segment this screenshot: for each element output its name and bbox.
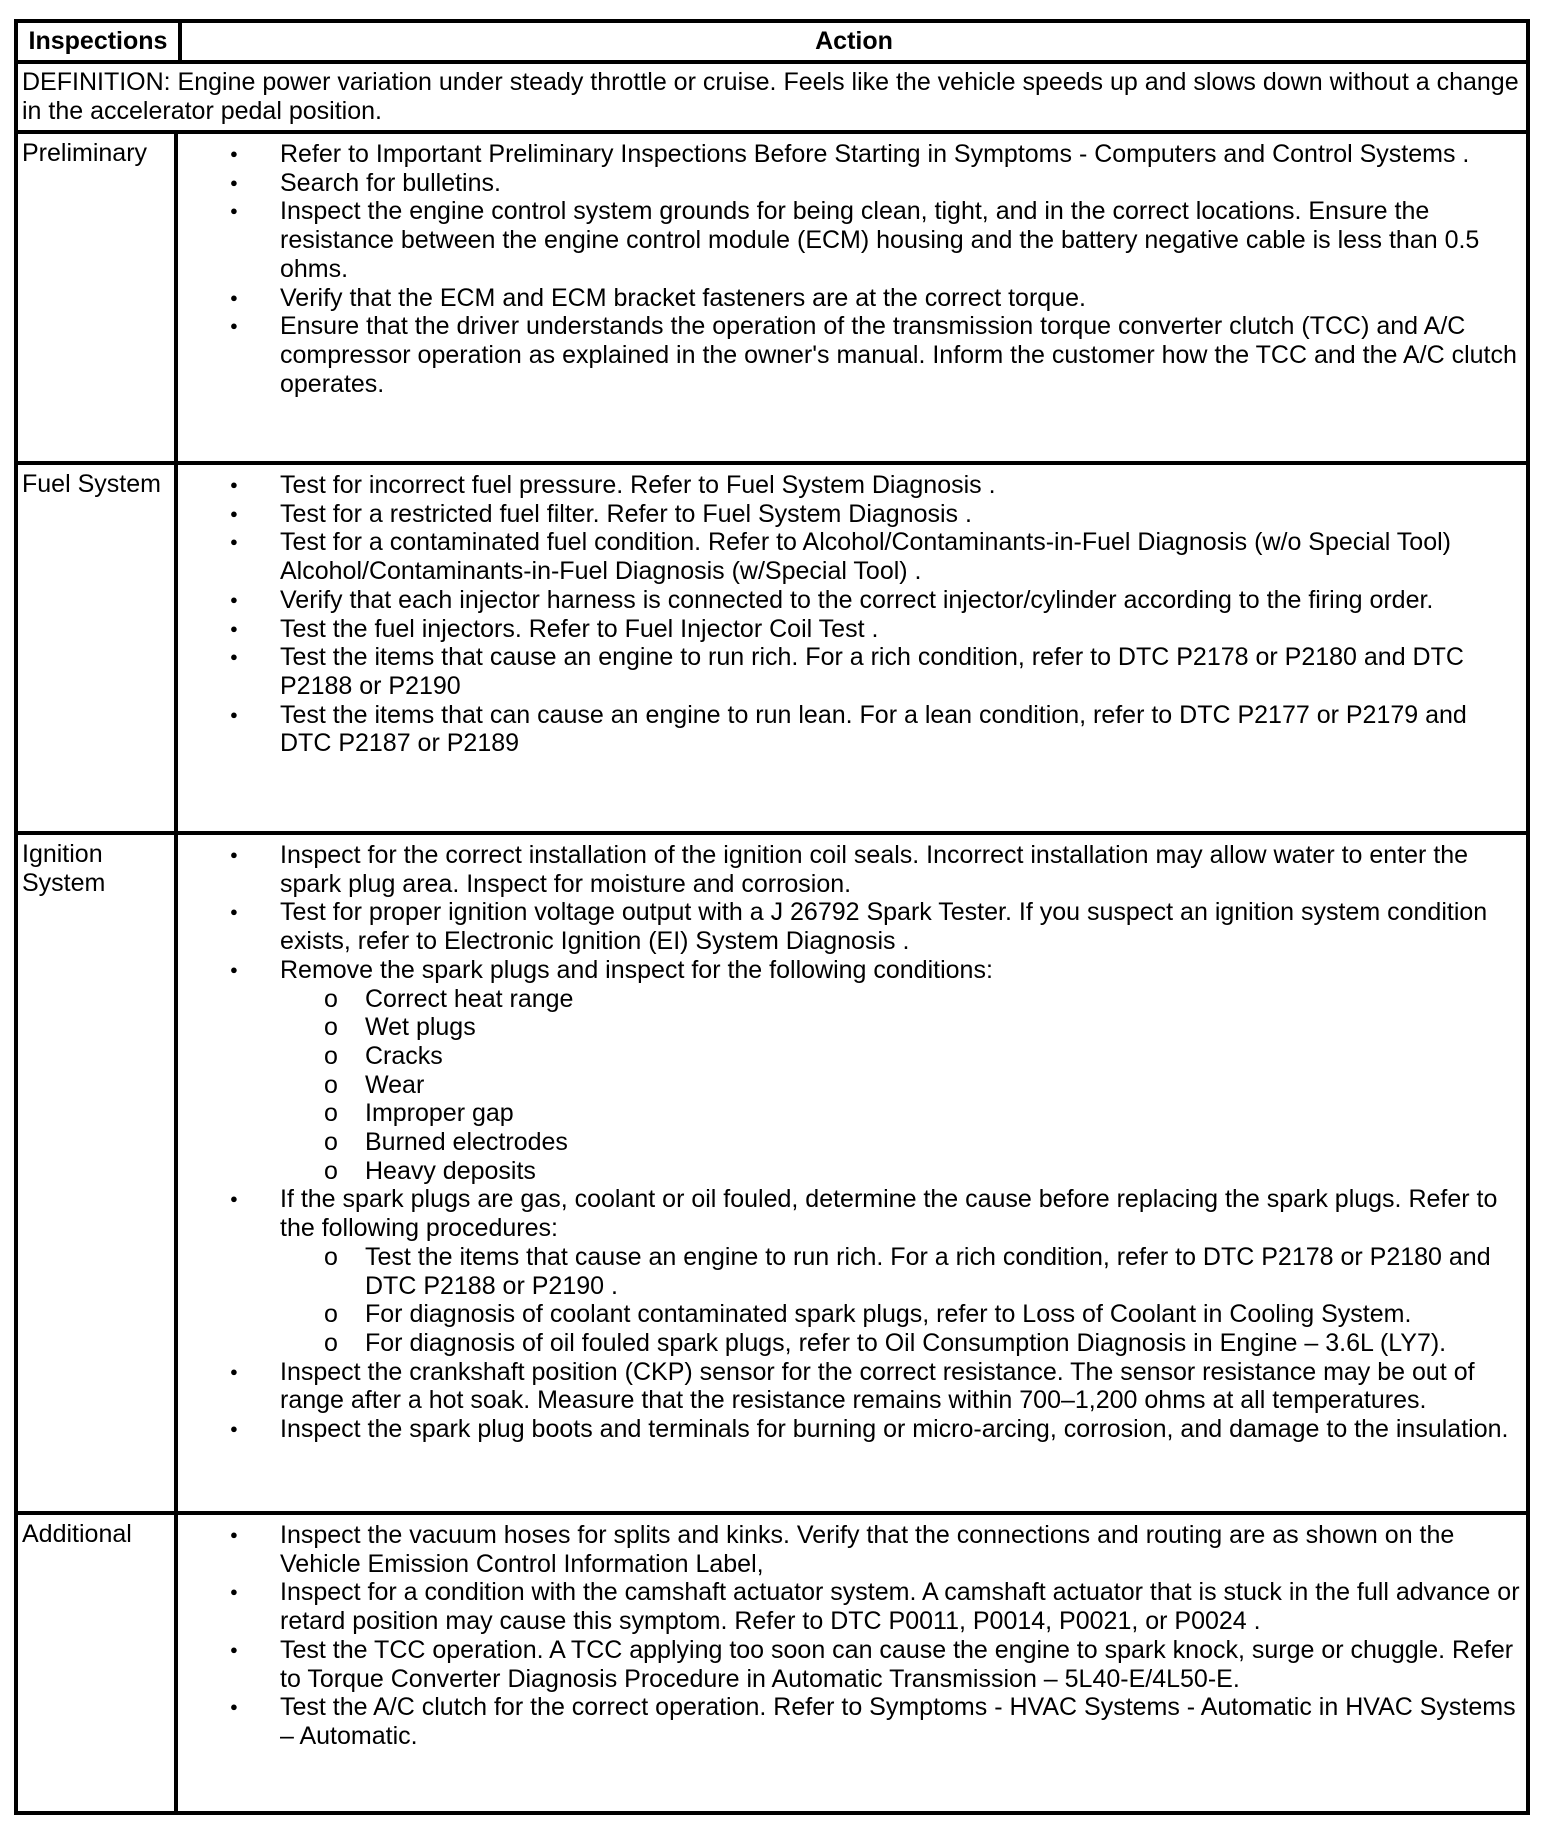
section-actions xyxy=(178,835,1526,1511)
action-text: Test the A/C clutch for the correct operation. Refer to Symptoms - HVAC Systems - Automatic in HVAC Systems – Automatic. xyxy=(280,1693,1516,1750)
sub-item: o Wet plugs xyxy=(280,1013,1520,1042)
action-text: Test the TCC operation. A TCC applying too soon can cause the engine to spark knock, surge or chuggle. Refer to Torque Converter Diagnosis Procedure in Automatic Transmission – 5L40-E/4L50-E. xyxy=(280,1635,1514,1693)
action-item xyxy=(178,500,1520,529)
action-item xyxy=(178,898,1520,955)
action-text: Remove the spark plugs and inspect for the following conditions: xyxy=(280,955,993,984)
section-label: Fuel System xyxy=(18,465,178,831)
action-item xyxy=(178,1578,1520,1635)
action-text: Verify that the ECM and ECM bracket fasteners are at the correct torque. xyxy=(280,283,1086,312)
action-text: Inspect the engine control system grounds for being clean, tight, and in the correct locations. Ensure the resistance between the engine control module (ECM) housing and the battery negative cable is less than 0.5 ohms. xyxy=(280,197,1480,283)
sub-item: o Heavy deposits xyxy=(280,1157,1520,1186)
table-header-row xyxy=(18,23,1526,60)
section-label: Ignition System xyxy=(18,835,178,1511)
action-item xyxy=(178,701,1520,758)
header-inspections: Inspections xyxy=(18,23,182,60)
section-label: Additional xyxy=(18,1515,178,1811)
action-text: Test for a contaminated fuel condition. Refer to Alcohol/Contaminants-in-Fuel Diagnosis (w/o Special Tool) Alcohol/Contaminants-in-Fuel Diagnosis (w/Special Tool) . xyxy=(280,528,1451,586)
action-text: Test the items that can cause an engine to run lean. For a lean condition, refer to DTC P2177 or P2179 and DTC P2187 or P2189 xyxy=(280,700,1467,758)
action-list xyxy=(178,1521,1520,1751)
sub-item: o For diagnosis of coolant contaminated spark plugs, refer to Loss of Coolant in Cooling System. xyxy=(280,1300,1520,1329)
sub-item: o Test the items that cause an engine to run rich. For a rich condition, refer to DTC P2178 or P2180 and DTC P2188 or P2190 . xyxy=(280,1243,1520,1300)
definition-row: DEFINITION: Engine power variation under steady throttle or cruise. Feels like the vehicle speeds up and slows down without a change in the accelerator pedal position. xyxy=(18,60,1526,130)
section-row-fuel-system xyxy=(18,461,1526,831)
action-item xyxy=(178,1693,1520,1750)
section-row-ignition-system xyxy=(18,831,1526,1511)
action-text: If the spark plugs are gas, coolant or oil fouled, determine the cause before replacing the spark plugs. Refer to the following procedures: xyxy=(280,1185,1498,1243)
action-text: Inspect the crankshaft position (CKP) sensor for the correct resistance. The sensor resistance may be out of range after a hot soak. Measure that the resistance remains within 700–1,200 ohms at all temperatures. xyxy=(280,1357,1475,1415)
action-text: Inspect for the correct installation of the ignition coil seals. Incorrect installation may allow water to enter the spark plug area. Inspect for moisture and corrosion. xyxy=(280,841,1469,898)
action-text: Test for a restricted fuel filter. Refer to Fuel System Diagnosis . xyxy=(280,499,972,528)
section-label: Preliminary xyxy=(18,134,178,461)
sub-item: o Burned electrodes xyxy=(280,1128,1520,1157)
action-item xyxy=(178,643,1520,700)
section-row-preliminary xyxy=(18,130,1526,461)
action-item xyxy=(178,471,1520,500)
sub-item: o For diagnosis of oil fouled spark plugs, refer to Oil Consumption Diagnosis in Engine – 3.6L (LY7). xyxy=(280,1329,1520,1358)
action-item xyxy=(178,956,1520,1186)
action-item xyxy=(178,197,1520,283)
sub-item: o Cracks xyxy=(280,1042,1520,1071)
action-list xyxy=(178,140,1520,398)
action-item xyxy=(178,169,1520,198)
header-action: Action xyxy=(815,27,893,55)
action-text: Test the fuel injectors. Refer to Fuel Injector Coil Test . xyxy=(280,614,879,643)
action-text: Test for incorrect fuel pressure. Refer to Fuel System Diagnosis . xyxy=(280,471,996,499)
action-text: Verify that each injector harness is connected to the correct injector/cylinder according to the firing order. xyxy=(280,585,1434,614)
action-list xyxy=(178,471,1520,758)
action-item xyxy=(178,528,1520,585)
sub-item: o Correct heat range xyxy=(280,985,1520,1014)
section-actions xyxy=(178,1515,1526,1811)
sub-item: o Wear xyxy=(280,1071,1520,1100)
action-item xyxy=(178,140,1520,169)
action-list xyxy=(178,841,1520,1444)
action-item xyxy=(178,1521,1520,1578)
diagnostic-table xyxy=(14,19,1530,1815)
action-item xyxy=(178,312,1520,398)
action-text: Test the items that cause an engine to run rich. For a rich condition, refer to DTC P2178 or P2180 and DTC P2188 or P2190 xyxy=(280,643,1464,700)
action-item xyxy=(178,586,1520,615)
section-actions xyxy=(178,465,1526,831)
action-text: Search for bulletins. xyxy=(280,168,501,197)
action-text: Inspect the spark plug boots and terminals for burning or micro-arcing, corrosion, and damage to the insulation. xyxy=(280,1415,1509,1444)
sub-list xyxy=(178,985,1520,1186)
action-text: Inspect the vacuum hoses for splits and kinks. Verify that the connections and routing are as shown on the Vehicle Emission Control Information Label, xyxy=(280,1521,1455,1578)
action-item xyxy=(178,1358,1520,1415)
action-text: Refer to Important Preliminary Inspections Before Starting in Symptoms - Computers and Control Systems . xyxy=(280,140,1470,168)
sub-item: o Improper gap xyxy=(280,1099,1520,1128)
action-text: Test for proper ignition voltage output with a J 26792 Spark Tester. If you suspect an ignition system condition exists, refer to Electronic Ignition (EI) System Diagnosis . xyxy=(280,898,1488,956)
action-item xyxy=(178,284,1520,313)
sub-list xyxy=(178,1243,1520,1358)
section-actions xyxy=(178,134,1526,461)
action-text: Inspect for a condition with the camshaft actuator system. A camshaft actuator that is stuck in the full advance or retard position may cause this symptom. Refer to DTC P0011, P0014, P0021, or P0024 . xyxy=(280,1578,1520,1636)
action-item xyxy=(178,615,1520,644)
section-row-additional xyxy=(18,1511,1526,1811)
action-text: Ensure that the driver understands the operation of the transmission torque converter clutch (TCC) and A/C compressor operation as explained in the owner's manual. Inform the customer how the TCC and the A/C clutch operates. xyxy=(280,312,1517,398)
action-item xyxy=(178,1185,1520,1357)
action-item xyxy=(178,1415,1520,1444)
action-item xyxy=(178,841,1520,898)
action-item xyxy=(178,1636,1520,1693)
